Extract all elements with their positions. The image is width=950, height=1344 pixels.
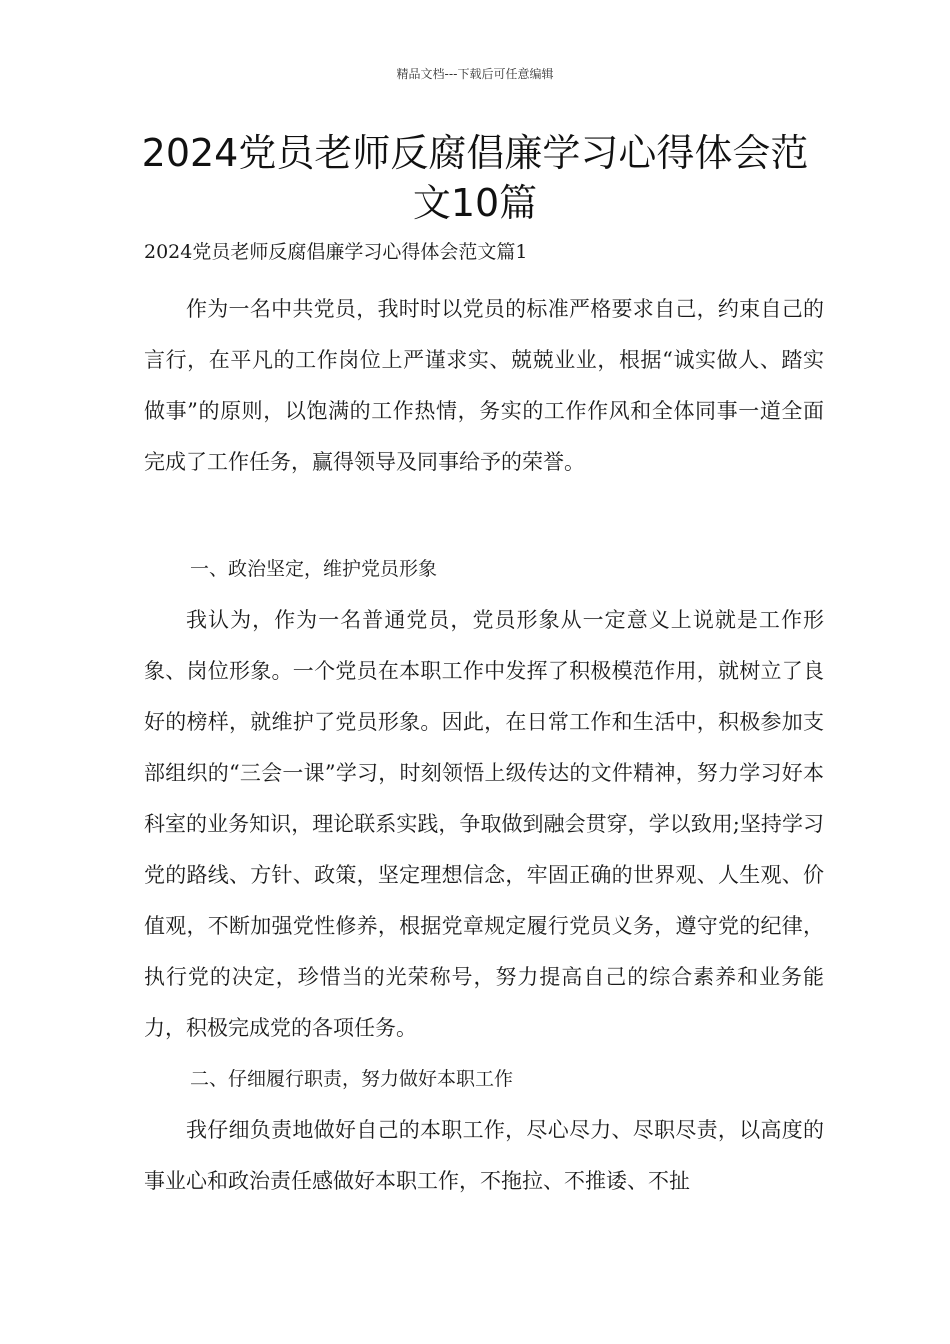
document-title-line-1: 2024党员老师反腐倡廉学习心得体会范 xyxy=(141,131,809,175)
section-2-heading: 二、仔细履行职责，努力做好本职工作 xyxy=(190,1068,514,1090)
page-header-note: 精品文档---下载后可任意编辑 xyxy=(396,67,554,81)
document-body xyxy=(144,284,824,1207)
intro-paragraph: 作为一名中共党员，我时时以党员的标准严格要求自己，约束自己的言行，在平凡的工作岗位上严谨求实、兢兢业业，根据“诚实做人、踏实做事”的原则，以饱满的工作热情，务实的工作作风和全体同事一道全面完成了工作任务，赢得领导及同事给予的荣誉。 xyxy=(144,297,824,474)
document-subtitle: 2024党员老师反腐倡廉学习心得体会范文篇1 xyxy=(144,241,528,263)
section-1-paragraph: 我认为，作为一名普通党员，党员形象从一定意义上说就是工作形象、岗位形象。一个党员在本职工作中发挥了积极模范作用，就树立了良好的榜样，就维护了党员形象。因此，在日常工作和生活中，积极参加支部组织的“三会一课”学习，时刻领悟上级传达的文件精神，努力学习好本科室的业务知识，理论联系实践，争取做到融会贯穿，学以致用;坚持学习党的路线、方针、政策，坚定理想信念，牢固正确的世界观、人生观、价值观，不断加强党性修养，根据党章规定履行党员义务，遵守党的纪律，执行党的决定，珍惜当的光荣称号，努力提高自己的综合素养和业务能力，积极完成党的各项任务。 xyxy=(144,608,824,1040)
section-2-paragraph: 我仔细负责地做好自己的本职工作，尽心尽力、尽职尽责，以高度的事业心和政治责任感做好本职工作，不拖拉、不推诿、不扯 xyxy=(144,1118,824,1193)
document-title-line-2: 文10篇 xyxy=(412,181,538,225)
section-1-heading: 一、政治坚定，维护党员形象 xyxy=(190,558,438,580)
document-title xyxy=(120,128,830,228)
